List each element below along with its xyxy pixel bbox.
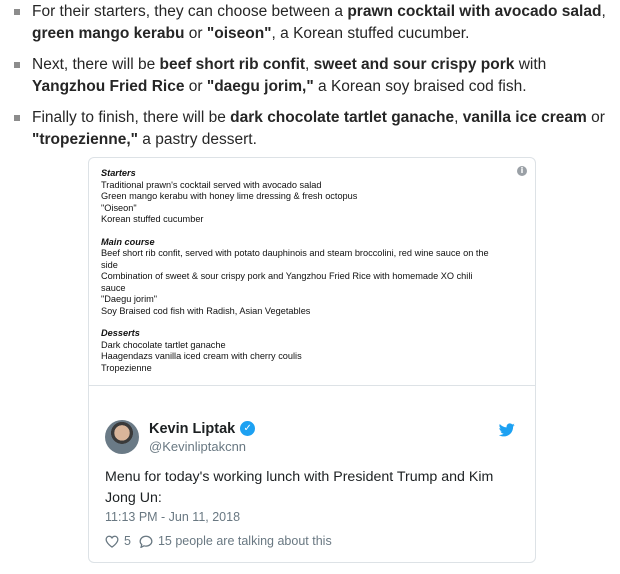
verified-badge-icon: ✓	[240, 421, 255, 436]
menu-line: Korean stuffed cucumber	[101, 214, 204, 224]
bullet-text: a Korean soy braised cod fish.	[313, 78, 527, 95]
bullet-bold: green mango kerabu	[32, 25, 185, 42]
menu-heading-desserts: Desserts	[101, 328, 140, 338]
reply-bubble-icon[interactable]	[139, 535, 153, 548]
bullet-bold: prawn cocktail with avocado salad	[347, 3, 602, 20]
bullet-bold: "daegu jorim,"	[206, 78, 314, 95]
tweet-timestamp[interactable]: 11:13 PM - Jun 11, 2018	[105, 510, 241, 524]
bullet-text: ,	[601, 3, 606, 20]
menu-line: Combination of sweet & sour crispy pork and Yangzhou Fried Rice with homemade XO chili	[101, 271, 473, 281]
article-bullet-list	[14, 0, 614, 160]
bullet-desserts	[14, 107, 614, 151]
bullet-square-icon	[14, 115, 20, 121]
name-row	[149, 421, 255, 437]
bullet-text: Finally to finish, there will be	[32, 109, 231, 126]
bullet-bold: beef short rib confit	[159, 56, 306, 73]
menu-line: Green mango kerabu with honey lime dressing & fresh octopus	[101, 191, 358, 201]
menu-line: Haagendazs vanilla iced cream with cherry coulis	[101, 351, 302, 361]
bullet-bold: Yangzhou Fried Rice	[32, 78, 185, 95]
like-count[interactable]: 5	[124, 534, 131, 548]
menu-heading-starters: Starters	[101, 168, 136, 178]
bullet-bold: "tropezienne,"	[32, 131, 138, 148]
bullet-text: For their starters, they can choose between a	[32, 3, 348, 20]
bullet-text: , a Korean stuffed cucumber.	[271, 25, 470, 42]
bullet-starters	[14, 1, 614, 45]
bullet-text: Next, there will be	[32, 56, 160, 73]
menu-line: Traditional prawn's cocktail served with avocado salad	[101, 179, 322, 190]
menu-heading-main: Main course	[101, 236, 155, 247]
tweet-actions	[105, 534, 332, 548]
bullet-square-icon	[14, 62, 20, 68]
menu-line: Beef short rib confit, served with potato dauphinois and steam broccolini, red wine sauce on the	[101, 248, 489, 258]
menu-text	[101, 168, 489, 374]
menu-line: Soy Braised cod fish with Radish, Asian Vegetables	[101, 305, 311, 316]
author-handle[interactable]: @Kevinliptakcnn	[149, 438, 247, 454]
tweet-author[interactable]	[105, 420, 255, 454]
twitter-bird-icon[interactable]	[499, 423, 515, 437]
menu-line: "Daegu jorim"	[101, 294, 158, 304]
menu-line: "Oiseon"	[101, 202, 137, 213]
bullet-text: or	[184, 25, 207, 42]
menu-spacer	[101, 226, 489, 237]
heart-icon[interactable]	[105, 535, 119, 548]
info-icon[interactable]: i	[517, 166, 527, 176]
bullet-text: ,	[454, 109, 463, 126]
bullet-text: or	[184, 78, 207, 95]
embedded-tweet[interactable]	[88, 157, 536, 563]
author-names	[149, 421, 255, 454]
menu-line: side	[101, 259, 118, 270]
menu-image[interactable]	[89, 158, 535, 386]
bullet-bold: dark chocolate tartlet ganache	[230, 109, 455, 126]
bullet-text: ,	[305, 56, 314, 73]
menu-line: Dark chocolate tartlet ganache	[101, 339, 226, 350]
menu-line: Tropezienne	[101, 362, 152, 373]
talking-link[interactable]: 15 people are talking about this	[157, 534, 332, 548]
bullet-bold: "oiseon"	[206, 25, 272, 42]
avatar[interactable]	[105, 420, 139, 454]
bullet-square-icon	[14, 9, 20, 15]
bullet-text: or	[586, 109, 605, 126]
bullet-bold: vanilla ice cream	[462, 109, 587, 126]
bullet-bold: sweet and sour crispy pork	[313, 56, 515, 73]
bullet-main-course	[14, 54, 614, 98]
bullet-text: with	[514, 56, 547, 73]
bullet-text: a pastry dessert.	[138, 131, 257, 148]
author-name[interactable]: Kevin Liptak	[149, 420, 236, 437]
menu-spacer	[101, 317, 489, 328]
menu-line: sauce	[101, 282, 126, 293]
tweet-text: Menu for today's working lunch with President Trump and Kim Jong Un:	[105, 469, 494, 506]
